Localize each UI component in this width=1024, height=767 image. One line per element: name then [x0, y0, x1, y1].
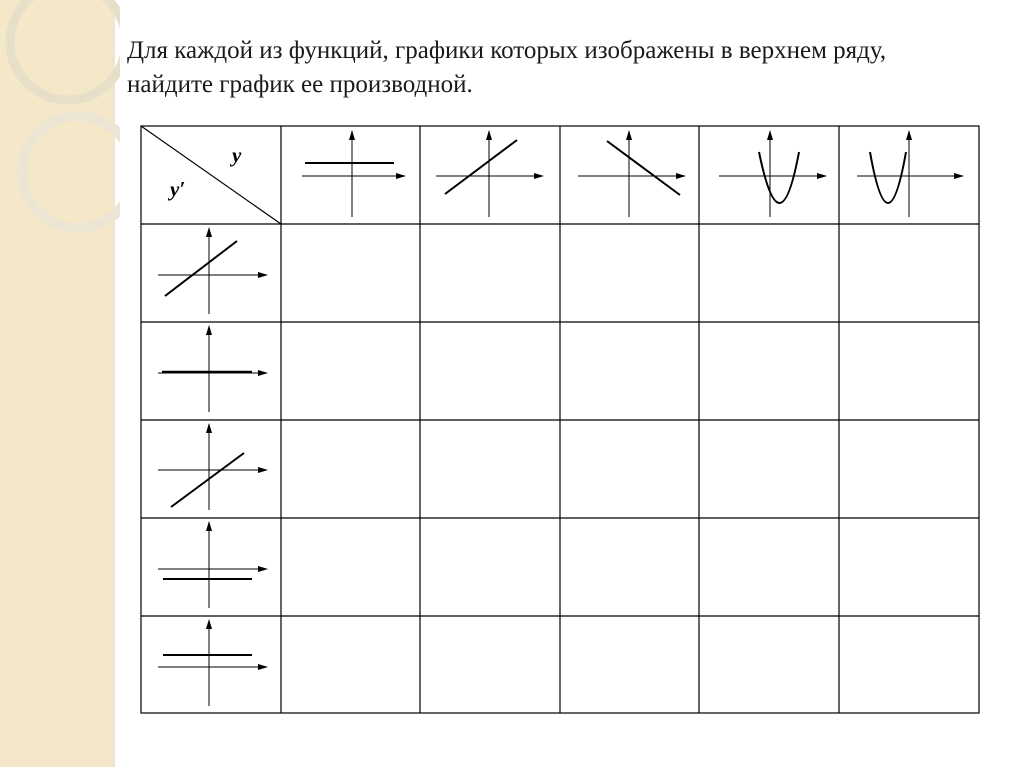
derivative-graph-5[interactable] [158, 620, 267, 706]
answer-cell[interactable] [561, 519, 698, 615]
axes-icon [719, 131, 826, 217]
answer-cell[interactable] [421, 617, 559, 712]
axes-icon [857, 131, 963, 217]
parabola-shifted-right-icon [759, 152, 799, 203]
function-graph-4[interactable] [719, 131, 826, 217]
axes-icon [158, 620, 267, 706]
derivative-graph-3[interactable] [158, 424, 267, 510]
axes-icon [158, 424, 267, 510]
answer-cell[interactable] [421, 323, 559, 419]
derivative-graph-2[interactable] [158, 326, 267, 412]
increasing-line-icon [445, 140, 517, 194]
answer-cell[interactable] [840, 323, 978, 419]
axes-icon [158, 326, 267, 412]
axes-icon [302, 131, 405, 217]
axes-icon [158, 228, 267, 314]
header-diagonal [141, 126, 281, 224]
answer-cell[interactable] [700, 617, 838, 712]
answer-cell[interactable] [840, 421, 978, 517]
derivative-graph-1[interactable] [158, 228, 267, 314]
answer-cell[interactable] [561, 323, 698, 419]
task-line-1: Для каждой из функций, графики которых изображены в верхнем ряду, [127, 37, 887, 64]
answer-cell[interactable] [282, 519, 419, 615]
answer-cell[interactable] [561, 617, 698, 712]
answer-cell[interactable] [840, 225, 978, 321]
answer-cells [282, 225, 978, 712]
answer-cell[interactable] [840, 617, 978, 712]
answer-cell[interactable] [700, 421, 838, 517]
answer-cell[interactable] [282, 617, 419, 712]
parabola-shifted-left-icon [870, 152, 906, 203]
derivative-graph-4[interactable] [158, 522, 267, 608]
answer-cell[interactable] [700, 519, 838, 615]
increasing-line-below-icon [171, 453, 244, 507]
answer-cell[interactable] [421, 519, 559, 615]
answer-cell[interactable] [700, 323, 838, 419]
function-graph-2[interactable] [436, 131, 543, 217]
answer-cell[interactable] [561, 225, 698, 321]
answer-cell[interactable] [282, 323, 419, 419]
increasing-line-icon [165, 241, 237, 296]
decreasing-line-icon [607, 141, 680, 195]
function-graph-5[interactable] [857, 131, 963, 217]
axes-icon [158, 522, 267, 608]
task-line-2: найдите график ее производной. [127, 71, 473, 98]
answer-cell[interactable] [700, 225, 838, 321]
function-graph-1[interactable] [302, 131, 405, 217]
y-label: y [232, 143, 242, 167]
axes-icon [578, 131, 685, 217]
function-graph-3[interactable] [578, 131, 685, 217]
y-prime-label: y′ [170, 177, 186, 201]
answer-cell[interactable] [282, 225, 419, 321]
axes-icon [436, 131, 543, 217]
answer-cell[interactable] [561, 421, 698, 517]
answer-cell[interactable] [282, 421, 419, 517]
answer-cell[interactable] [421, 225, 559, 321]
answer-cell[interactable] [421, 421, 559, 517]
answer-cell[interactable] [840, 519, 978, 615]
